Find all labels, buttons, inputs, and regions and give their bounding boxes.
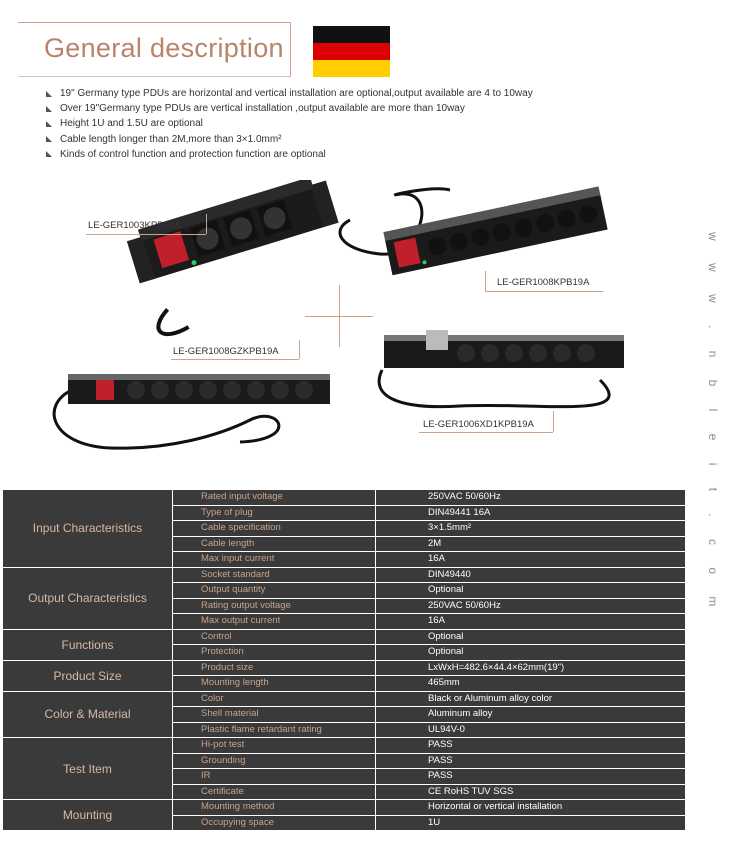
page-title: General description <box>44 33 284 63</box>
product-label-4 <box>423 419 534 430</box>
product-model-4: LE-GER1006XD1KPB19A <box>423 419 534 430</box>
pdu-image-3 <box>54 374 330 448</box>
spec-parameter: Grounding <box>173 753 376 769</box>
germany-flag-icon <box>313 26 390 77</box>
spec-value: 16A <box>376 614 686 630</box>
spec-value: Optional <box>376 645 686 661</box>
pdu-image-2 <box>340 186 608 275</box>
website-text: w w w . n b l e i t . c o m <box>706 232 720 616</box>
feature-item <box>46 132 533 147</box>
divider-cross-vertical <box>339 285 340 347</box>
feature-text: Kinds of control function and protection function are optional <box>60 148 326 160</box>
spec-value: 1U <box>376 815 686 831</box>
spec-row <box>3 567 686 583</box>
spec-parameter: Max output current <box>173 614 376 630</box>
bullet-icon <box>46 121 52 127</box>
spec-value: PASS <box>376 769 686 785</box>
feature-item <box>46 116 533 131</box>
spec-row <box>3 629 686 645</box>
spec-parameter: Rating output voltage <box>173 598 376 614</box>
bullet-icon <box>46 136 52 142</box>
spec-group-label: Product Size <box>3 660 173 691</box>
spec-parameter: Plastic flame retardant rating <box>173 722 376 738</box>
product-label-2 <box>497 277 589 288</box>
feature-text: 19" Germany type PDUs are horizontal and vertical installation are optional,output available are 4 to 10way <box>60 88 533 100</box>
product-label-1 <box>88 220 180 231</box>
spec-row <box>3 691 686 707</box>
spec-value: 3×1.5mm² <box>376 521 686 537</box>
spec-parameter: Shell material <box>173 707 376 723</box>
spec-value: UL94V-0 <box>376 722 686 738</box>
spec-parameter: Max input current <box>173 552 376 568</box>
spec-value: DIN49441 16A <box>376 505 686 521</box>
spec-value: 2M <box>376 536 686 552</box>
spec-parameter: Certificate <box>173 784 376 800</box>
feature-text: Cable length longer than 2M,more than 3×1.0mm² <box>60 133 282 145</box>
feature-item <box>46 147 533 162</box>
flag-stripe-red <box>313 43 390 60</box>
spec-group-label: Color & Material <box>3 691 173 738</box>
feature-list <box>46 86 533 162</box>
feature-item <box>46 86 533 101</box>
spec-value: Aluminum alloy <box>376 707 686 723</box>
spec-row <box>3 738 686 754</box>
spec-group-label: Input Characteristics <box>3 490 173 568</box>
feature-text: Height 1U and 1.5U are optional <box>60 118 203 130</box>
spec-parameter: Protection <box>173 645 376 661</box>
spec-group-label: Functions <box>3 629 173 660</box>
spec-parameter: Mounting method <box>173 800 376 816</box>
product-model-1: LE-GER1003KPB10A <box>88 220 181 231</box>
spec-value: DIN49440 <box>376 567 686 583</box>
product-label-3 <box>173 346 279 357</box>
bullet-icon <box>46 151 52 157</box>
spec-value: 250VAC 50/60Hz <box>376 598 686 614</box>
spec-parameter: Output quantity <box>173 583 376 599</box>
product-model-3: LE-GER1008GZKPB19A <box>173 346 279 357</box>
spec-parameter: Occupying space <box>173 815 376 831</box>
spec-group-label: Mounting <box>3 800 173 831</box>
flag-stripe-black <box>313 26 390 43</box>
spec-row <box>3 490 686 506</box>
spec-parameter: Product size <box>173 660 376 676</box>
spec-group-label: Output Characteristics <box>3 567 173 629</box>
spec-row <box>3 800 686 816</box>
spec-parameter: Cable specification <box>173 521 376 537</box>
spec-parameter: Color <box>173 691 376 707</box>
spec-value: PASS <box>376 753 686 769</box>
spec-group-label: Test Item <box>3 738 173 800</box>
spec-parameter: Type of plug <box>173 505 376 521</box>
spec-parameter: IR <box>173 769 376 785</box>
pdu-image-4 <box>379 330 624 407</box>
spec-value: 250VAC 50/60Hz <box>376 490 686 506</box>
spec-value: Black or Aluminum alloy color <box>376 691 686 707</box>
spec-value: Horizontal or vertical installation <box>376 800 686 816</box>
spec-parameter: Control <box>173 629 376 645</box>
website-url <box>706 232 726 616</box>
spec-table <box>2 489 686 831</box>
spec-parameter: Socket standard <box>173 567 376 583</box>
flag-stripe-gold <box>313 60 390 77</box>
spec-value: Optional <box>376 629 686 645</box>
spec-parameter: Cable length <box>173 536 376 552</box>
feature-item <box>46 101 533 116</box>
bullet-icon <box>46 106 52 112</box>
spec-parameter: Hi-pot test <box>173 738 376 754</box>
spec-value: 465mm <box>376 676 686 692</box>
spec-parameter: Rated input voltage <box>173 490 376 506</box>
product-model-2: LE-GER1008KPB19A <box>497 277 590 288</box>
spec-value: LxWxH=482.6×44.4×62mm(19") <box>376 660 686 676</box>
spec-value: PASS <box>376 738 686 754</box>
spec-value: Optional <box>376 583 686 599</box>
spec-value: 16A <box>376 552 686 568</box>
bullet-icon <box>46 91 52 97</box>
spec-parameter: Mounting length <box>173 676 376 692</box>
feature-text: Over 19"Germany type PDUs are vertical installation ,output available are more than 10way <box>60 103 465 115</box>
pdu-image-1 <box>125 180 356 339</box>
title-underline <box>18 76 290 77</box>
spec-row <box>3 660 686 676</box>
spec-value: CE RoHS TUV SGS <box>376 784 686 800</box>
